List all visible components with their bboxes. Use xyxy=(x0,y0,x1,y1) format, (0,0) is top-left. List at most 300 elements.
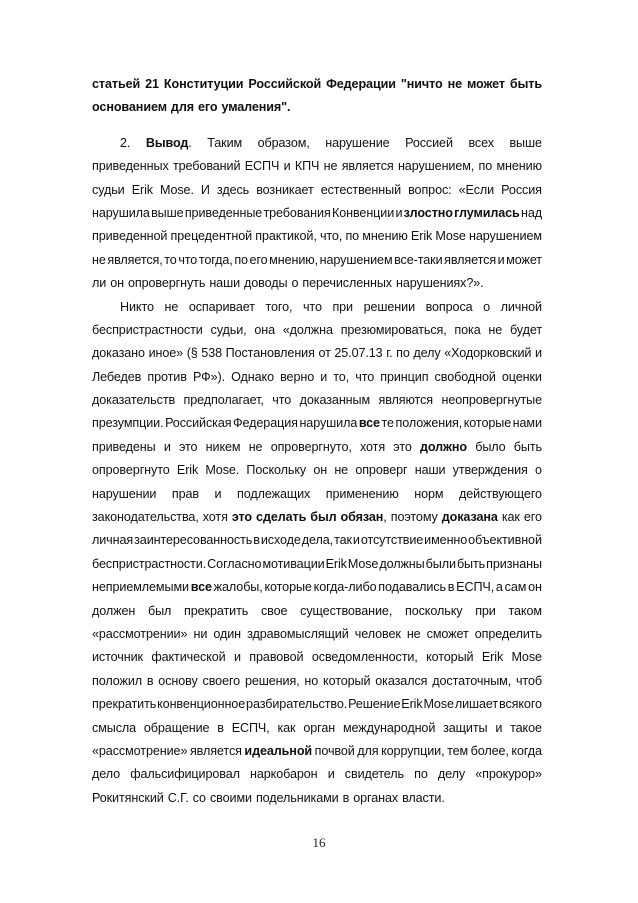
text-line xyxy=(92,202,542,225)
word: сам xyxy=(504,580,527,595)
text-line xyxy=(92,623,542,646)
word: по xyxy=(345,229,360,244)
text-line xyxy=(92,96,542,119)
word: коррупции, xyxy=(381,743,445,758)
text-line xyxy=(92,646,542,669)
word: неопровергнутые xyxy=(441,393,542,408)
bold-word: 21 xyxy=(145,77,159,91)
word: нарушениях?». xyxy=(396,276,484,291)
bold-word: Российской xyxy=(248,77,322,91)
word: Однако xyxy=(231,369,274,384)
word: решения, xyxy=(244,673,300,688)
word: нарушением xyxy=(319,252,393,267)
word: нарушила xyxy=(299,416,358,431)
page-number: 16 xyxy=(312,835,326,850)
bold-word: был xyxy=(310,510,337,525)
word: предполагает, xyxy=(183,393,264,408)
word: который xyxy=(323,673,371,688)
word: хотя xyxy=(359,439,386,454)
bold-word: идеальной xyxy=(244,743,313,758)
word: жалобы, xyxy=(213,580,263,595)
word: наши xyxy=(414,463,446,478)
word: так xyxy=(334,533,352,548)
word: нарушением xyxy=(469,229,542,244)
word: было xyxy=(475,439,506,454)
word: всех xyxy=(468,135,494,150)
word: и xyxy=(327,767,335,782)
word: она xyxy=(254,322,275,337)
text-line xyxy=(92,132,542,155)
text-line xyxy=(92,179,542,202)
word: опровергнуто, xyxy=(270,439,352,454)
word: то xyxy=(164,252,177,267)
text-line xyxy=(92,73,542,96)
word: Erik xyxy=(176,463,199,478)
word: пока xyxy=(454,322,481,337)
word: все-таки xyxy=(394,252,443,267)
word: в xyxy=(217,720,224,735)
word: Erik xyxy=(410,229,433,244)
word: доводы xyxy=(244,276,288,291)
word: приведенной xyxy=(92,229,168,244)
word: «Ходорковский xyxy=(444,346,532,361)
bold-word: Конституции xyxy=(163,77,244,91)
word: и xyxy=(214,486,222,501)
word: требования xyxy=(263,205,331,220)
word: и xyxy=(163,439,171,454)
bold-word: умаления". xyxy=(221,100,291,115)
word: при xyxy=(475,603,496,618)
word: иное» xyxy=(148,346,184,361)
word: человек xyxy=(354,626,401,641)
word: Mose xyxy=(423,697,454,712)
word: ли xyxy=(92,276,107,291)
word: он xyxy=(528,580,542,595)
word: принцип xyxy=(380,369,429,384)
word: Решение xyxy=(348,697,401,712)
word: своего xyxy=(202,673,241,688)
bold-word: все xyxy=(358,416,380,431)
word: Лебедев xyxy=(92,369,142,384)
bold-word: это xyxy=(231,510,253,525)
word: прав xyxy=(171,486,200,501)
text-line xyxy=(92,763,542,786)
word: мнению, xyxy=(269,252,319,267)
bold-word: не xyxy=(447,77,462,91)
word: существование, xyxy=(300,603,393,618)
word: нарушение xyxy=(325,135,390,150)
word: достаточным, xyxy=(432,673,512,688)
word: это xyxy=(393,439,412,454)
word: нами xyxy=(512,416,542,431)
text-line xyxy=(92,787,542,810)
word: власти. xyxy=(402,790,445,805)
word: возникает xyxy=(256,182,314,197)
word: не xyxy=(406,626,421,641)
text-line xyxy=(92,296,542,319)
word: которые xyxy=(463,416,512,431)
word: определить xyxy=(474,626,542,641)
word: признаны xyxy=(486,556,542,571)
word: поскольку xyxy=(404,603,463,618)
word: Конвенции xyxy=(331,205,395,220)
text-line xyxy=(92,342,542,365)
word: объективной xyxy=(468,533,542,548)
word: положения, xyxy=(395,416,463,431)
word: прекратить xyxy=(184,603,249,618)
word: является, xyxy=(107,252,163,267)
word: Таким xyxy=(207,135,243,150)
word: (§ xyxy=(186,346,198,361)
word: для xyxy=(357,743,379,758)
punctuation: . xyxy=(188,135,192,150)
word: таком xyxy=(508,603,542,618)
word: ЕСПЧ, xyxy=(231,720,270,735)
word: дела, xyxy=(301,533,334,548)
word: по xyxy=(234,252,248,267)
word: а xyxy=(495,580,503,595)
word: Россия xyxy=(501,182,542,197)
word: практикой, xyxy=(255,229,317,244)
word: был xyxy=(147,603,172,618)
bold-word: "ничто xyxy=(400,77,443,91)
word: над xyxy=(520,205,542,220)
text-line xyxy=(92,740,542,763)
text-line xyxy=(92,319,542,342)
word: от xyxy=(318,346,331,361)
word: Erik xyxy=(131,182,153,197)
body-text xyxy=(92,73,542,810)
word: как xyxy=(501,510,520,525)
word: Постановления xyxy=(225,346,315,361)
word: судьи xyxy=(92,182,125,197)
word: является xyxy=(341,159,394,174)
word: должен xyxy=(92,603,136,618)
word: более, xyxy=(470,743,509,758)
word: норм xyxy=(414,486,444,501)
text-line xyxy=(92,506,542,529)
bold-word: его xyxy=(197,100,218,115)
word: доказанным xyxy=(299,393,371,408)
bold-word: глумилась xyxy=(454,205,520,220)
word: свободной xyxy=(434,369,496,384)
word: может xyxy=(506,252,542,267)
word: вопрос: xyxy=(408,182,452,197)
word: это xyxy=(178,439,198,454)
word: Поскольку xyxy=(246,463,307,478)
word: мотивации xyxy=(262,556,325,571)
word: лишает xyxy=(454,697,499,712)
word: Erik xyxy=(325,556,347,571)
word: заинтересованность xyxy=(134,533,253,548)
word: своими xyxy=(209,790,252,805)
word: осведомленности, xyxy=(311,650,418,665)
text-line xyxy=(92,366,542,389)
word: фальсифицировал xyxy=(130,767,240,782)
text-line xyxy=(92,529,542,552)
word: нарушила xyxy=(92,205,150,220)
word: то, xyxy=(333,369,350,384)
word: неприемлемыми xyxy=(92,580,189,595)
word: Mose xyxy=(511,650,542,665)
word: Mose xyxy=(435,229,466,244)
word: о xyxy=(291,276,299,291)
text-line xyxy=(92,600,542,623)
word: о xyxy=(534,463,542,478)
word: приведенные xyxy=(184,205,263,220)
word: личной xyxy=(500,299,542,314)
word: тогда, xyxy=(198,252,233,267)
word: применению xyxy=(325,486,399,501)
word: 25.07.13 xyxy=(334,346,383,361)
word: делу xyxy=(437,767,466,782)
text-line xyxy=(92,272,542,295)
word: быть xyxy=(513,439,542,454)
word: сможет xyxy=(426,626,469,641)
text-line xyxy=(92,459,542,482)
word: 538 xyxy=(201,346,223,361)
word: он xyxy=(110,276,124,291)
word: по xyxy=(396,346,410,361)
word: «рассмотрении» xyxy=(92,626,188,641)
word: подлежащих xyxy=(237,486,311,501)
word: что xyxy=(272,393,292,408)
word: верно xyxy=(280,369,315,384)
word: Erik xyxy=(401,697,423,712)
word: и xyxy=(534,346,542,361)
word: который xyxy=(426,650,474,665)
word: в xyxy=(146,673,154,688)
word: международной xyxy=(342,720,436,735)
word: что xyxy=(302,299,322,314)
word: его xyxy=(523,510,542,525)
word: быть xyxy=(456,556,486,571)
word: Никто xyxy=(120,299,154,314)
word: прецедентной xyxy=(170,229,253,244)
word: подавались xyxy=(378,580,446,595)
word: Россией xyxy=(405,135,453,150)
word: источник xyxy=(92,650,143,665)
word: защиты xyxy=(443,720,488,735)
word: презюмироваться, xyxy=(340,322,447,337)
word: прекратить xyxy=(92,697,157,712)
word: решении xyxy=(363,299,416,314)
word: основу xyxy=(158,673,198,688)
word: РФ»). xyxy=(192,369,225,384)
word: Erik xyxy=(481,650,504,665)
text-line xyxy=(92,553,542,576)
word: его xyxy=(249,252,268,267)
word: Согласно xyxy=(207,556,262,571)
word: когда-либо xyxy=(313,580,377,595)
bold-word: все xyxy=(190,580,212,595)
word: дело xyxy=(92,767,121,782)
word: презумпции. xyxy=(92,416,164,431)
word: чтоб xyxy=(515,673,542,688)
word: когда xyxy=(511,743,542,758)
word: того, xyxy=(265,299,293,314)
word: правовой xyxy=(249,650,304,665)
word: КПЧ xyxy=(294,159,320,174)
word: Mose xyxy=(347,556,379,571)
bold-word: для xyxy=(170,100,194,115)
word: вопроса xyxy=(425,299,473,314)
word: по xyxy=(414,767,428,782)
word: всякого xyxy=(499,697,542,712)
word: по xyxy=(478,159,493,174)
word: опровергнуть xyxy=(127,276,206,291)
text-line xyxy=(92,670,542,693)
word: Рокитянский xyxy=(92,790,164,805)
word: 2. xyxy=(120,135,131,150)
word: наши xyxy=(209,276,241,291)
text-line xyxy=(92,693,542,716)
word: были xyxy=(425,556,456,571)
word: нарушением, xyxy=(397,159,475,174)
word: подельниками xyxy=(255,790,339,805)
word: обращение xyxy=(143,720,210,735)
word: в xyxy=(253,533,260,548)
word: опровергнуто xyxy=(92,463,170,478)
bold-word: Вывод. xyxy=(145,135,192,150)
bold-word: быть xyxy=(509,77,542,91)
word: со xyxy=(192,790,206,805)
text-line xyxy=(92,483,542,506)
word: «должна xyxy=(282,322,333,337)
word: разбирательство. xyxy=(246,697,348,712)
word: и xyxy=(352,533,360,548)
word: опроверг xyxy=(355,463,408,478)
text-line xyxy=(92,389,542,412)
word: и xyxy=(233,650,241,665)
word: выше xyxy=(509,135,542,150)
word: он xyxy=(313,463,328,478)
word: смысла xyxy=(92,720,137,735)
text-line xyxy=(92,436,542,459)
word: делу xyxy=(413,346,441,361)
bold-word: может xyxy=(466,77,505,91)
text-line xyxy=(92,576,542,599)
bold-word: должно xyxy=(419,439,467,454)
word: должны xyxy=(379,556,425,571)
word: оценки xyxy=(501,369,542,384)
word: действующего xyxy=(459,486,542,501)
word: не xyxy=(164,299,179,314)
word: о xyxy=(483,299,491,314)
word: тем xyxy=(447,743,469,758)
word: Mose. xyxy=(160,182,194,197)
word: И xyxy=(200,182,210,197)
punctuation: , xyxy=(383,510,387,525)
word: не xyxy=(248,439,263,454)
text-line xyxy=(92,717,542,740)
word: хотя xyxy=(202,510,228,525)
word: личная xyxy=(92,533,134,548)
word: является xyxy=(444,252,497,267)
word: судьи, xyxy=(210,322,247,337)
word: конвенционное xyxy=(157,697,246,712)
word: приведены xyxy=(92,439,156,454)
word: почвой xyxy=(314,743,355,758)
word: законодательства, xyxy=(92,510,199,525)
word: что xyxy=(355,369,375,384)
word: Федерация xyxy=(233,416,298,431)
word: доказательств xyxy=(92,393,176,408)
word: такое xyxy=(510,720,542,735)
word: что xyxy=(178,252,198,267)
word: «прокурор» xyxy=(475,767,542,782)
word: исходе xyxy=(260,533,301,548)
word: «Если xyxy=(458,182,495,197)
bold-word: сделать xyxy=(256,510,307,525)
word: один xyxy=(213,626,241,641)
word: наркобарон xyxy=(250,767,318,782)
word: в xyxy=(447,580,455,595)
word: являются xyxy=(378,393,434,408)
word: перечисленных xyxy=(302,276,392,291)
word: свидетель xyxy=(344,767,404,782)
word: органах xyxy=(353,790,399,805)
word: мнению xyxy=(496,159,542,174)
word: орган xyxy=(303,720,336,735)
word: Mose. xyxy=(205,463,240,478)
word: оказался xyxy=(375,673,428,688)
bold-word: Федерации xyxy=(326,77,396,91)
word: при xyxy=(332,299,353,314)
word: положил xyxy=(92,673,143,688)
word: утверждения xyxy=(452,463,528,478)
word: в xyxy=(342,790,350,805)
bold-word: статьей xyxy=(92,77,141,91)
bold-word: злостно xyxy=(403,205,453,220)
bold-word: основанием xyxy=(92,100,167,115)
word: не xyxy=(323,159,338,174)
word: отсутствие xyxy=(360,533,424,548)
word: не xyxy=(334,463,349,478)
word: и xyxy=(320,369,328,384)
word: против xyxy=(147,369,187,384)
word: беспристрастности. xyxy=(92,556,207,571)
word: мнению xyxy=(362,229,408,244)
word: естественный xyxy=(320,182,402,197)
word: здравомыслящий xyxy=(247,626,349,641)
word: выше xyxy=(151,205,184,220)
word: ЕСПЧ xyxy=(244,159,280,174)
word: и xyxy=(283,159,291,174)
word: доказано xyxy=(92,346,145,361)
word: не xyxy=(92,252,106,267)
word: поэтому xyxy=(390,510,438,525)
word: и xyxy=(395,205,403,220)
bold-word: доказана xyxy=(441,510,498,525)
word: и xyxy=(495,720,503,735)
word: но xyxy=(304,673,319,688)
text-line xyxy=(92,412,542,435)
word: Российская xyxy=(165,416,232,431)
word: как xyxy=(277,720,296,735)
word: беспристрастности xyxy=(92,322,203,337)
word: С.Г. xyxy=(167,790,189,805)
word: ЕСПЧ, xyxy=(456,580,495,595)
text-line xyxy=(92,249,542,272)
word: и xyxy=(497,252,505,267)
word: свое xyxy=(260,603,288,618)
word: здесь xyxy=(216,182,250,197)
word: будет xyxy=(509,322,542,337)
word: образом, xyxy=(257,135,310,150)
word: которые xyxy=(264,580,312,595)
word: нарушении xyxy=(92,486,157,501)
